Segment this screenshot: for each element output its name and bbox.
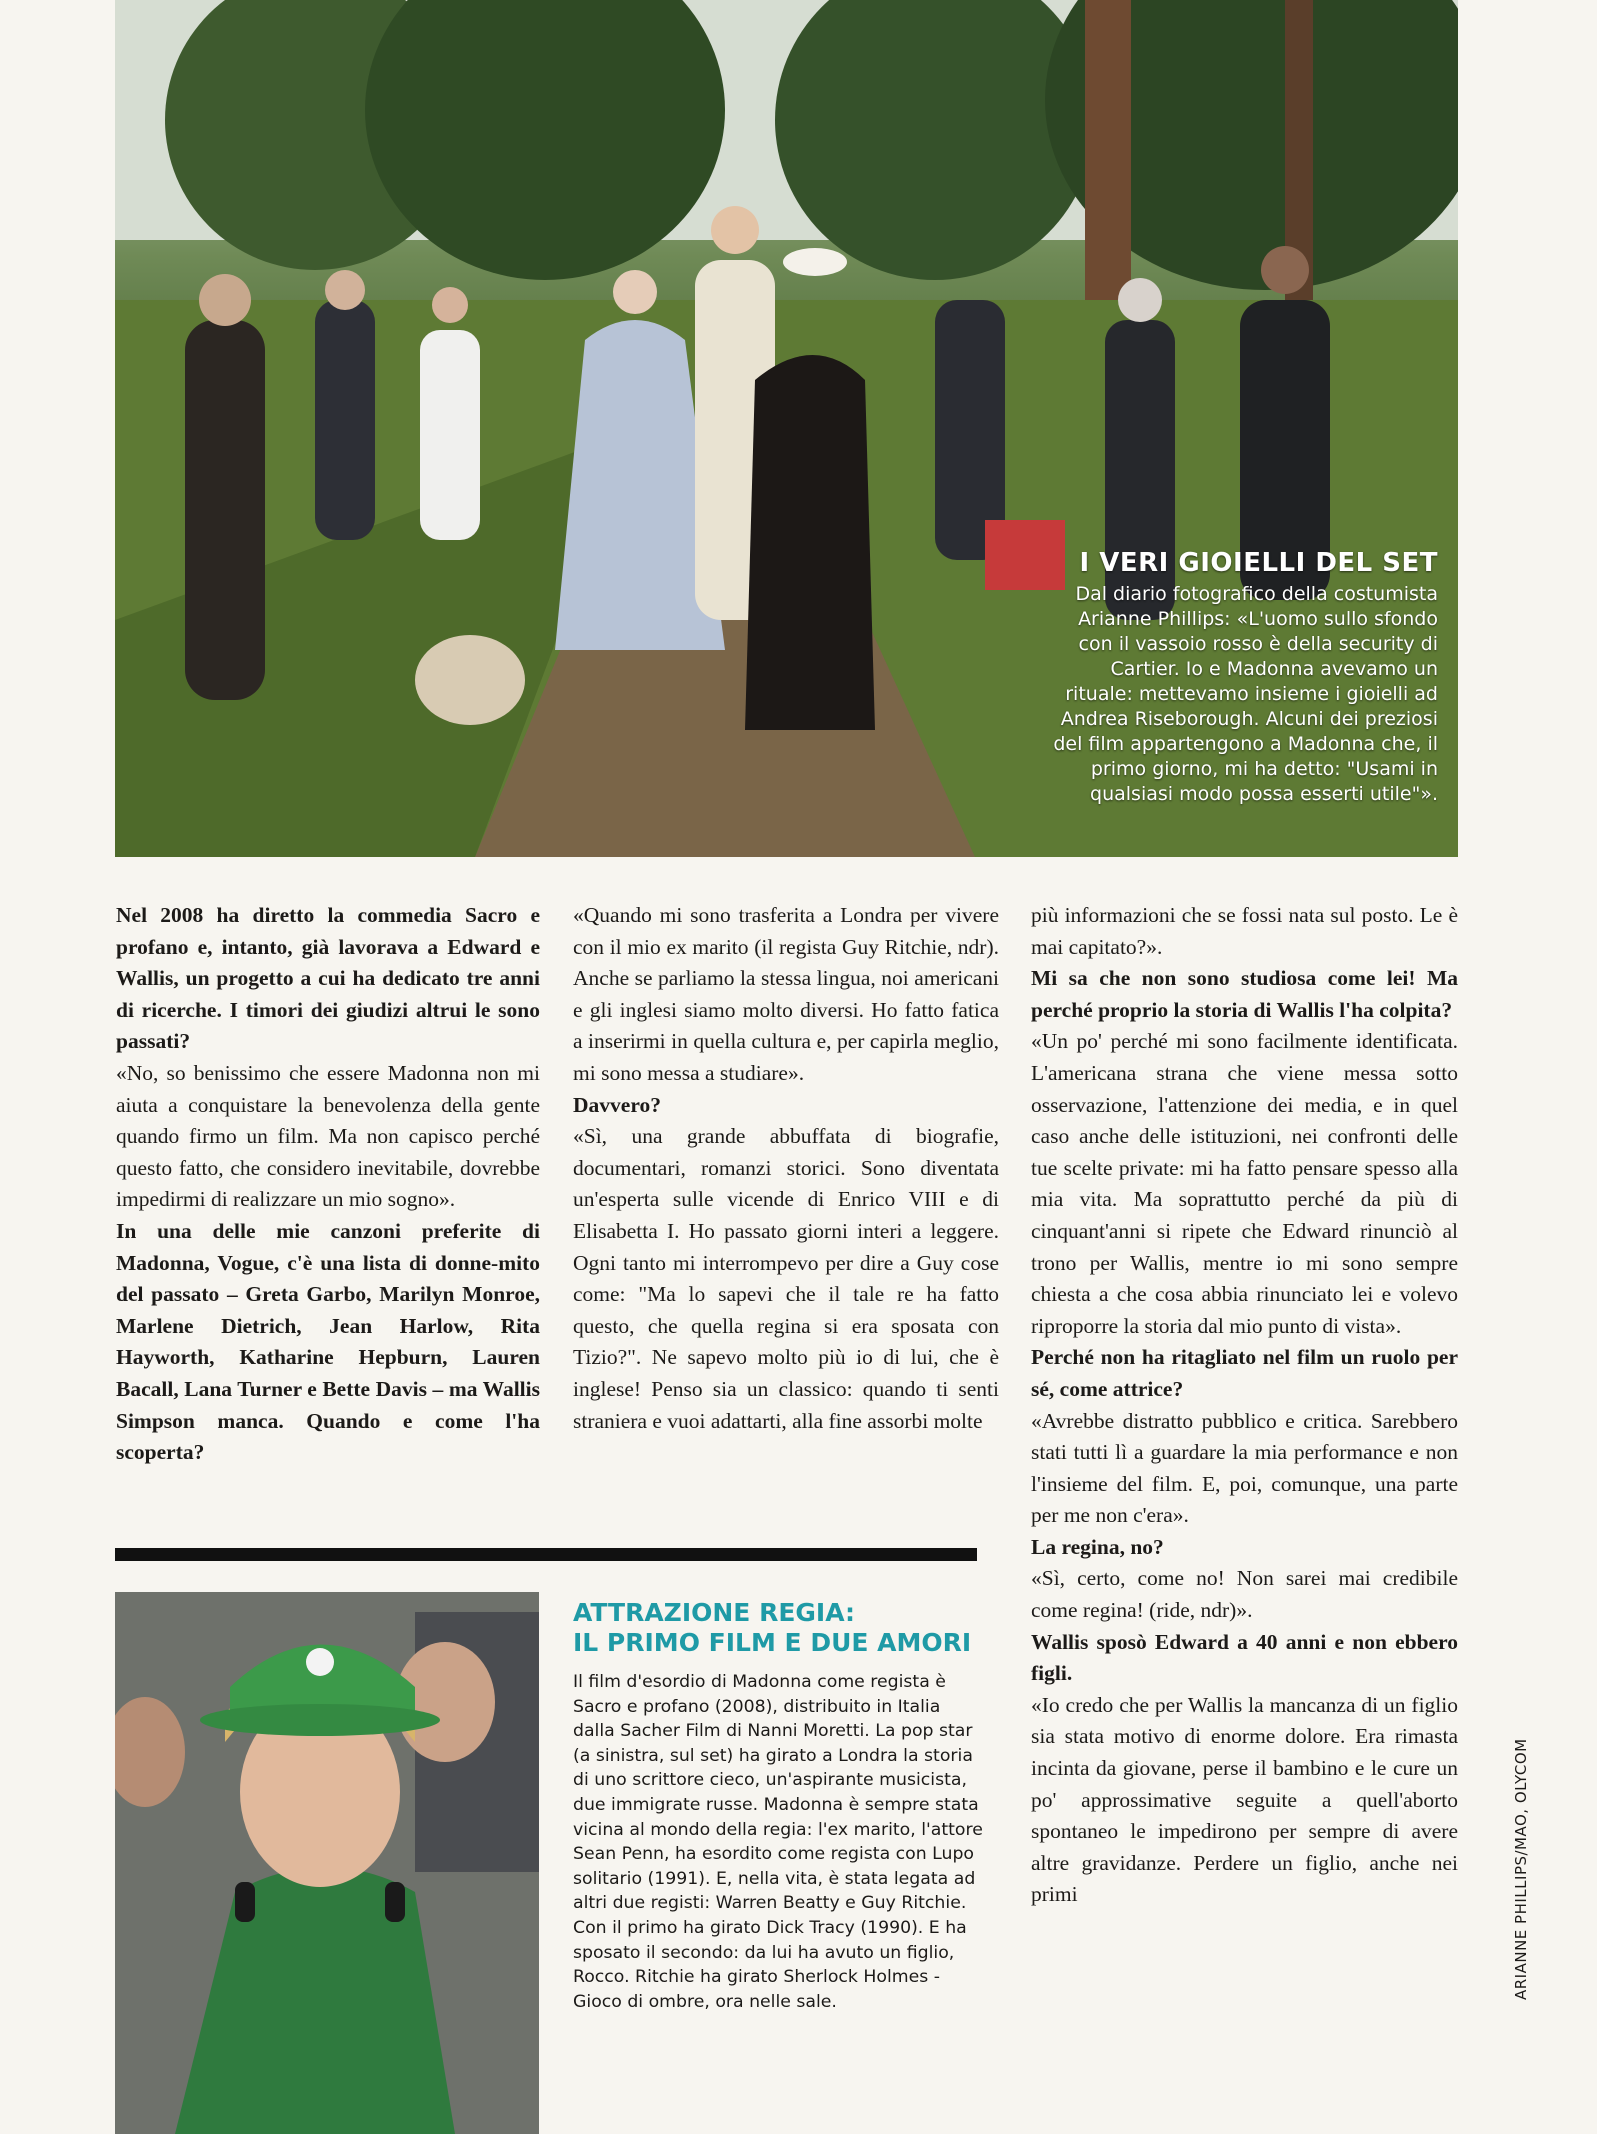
- section-divider: [115, 1548, 977, 1561]
- question: Davvero?: [573, 1092, 661, 1117]
- article-column-1: [116, 900, 540, 1469]
- photo-credit: ARIANNE PHILLIPS/MAO, OLYCOM: [1512, 1738, 1530, 2000]
- answer: «No, so benissimo che essere Madonna non mi aiuta a conquistare la benevolenza della gente quando firmo un film. Ma non capisco perché questo fatto, che considero inevitabile, dovrebbe impedirmi di realizzare un mio sogno».: [116, 1060, 540, 1212]
- article-column-3: [1031, 900, 1458, 1911]
- answer: «Quando mi sono trasferita a Londra per vivere con il mio ex marito (il regista Guy Ritchie, ndr). Anche se parliamo la stessa lingua, noi americani e gli inglesi siamo molto diversi. Ho fatto fatica a inserirmi in quella cultura e, per capirla meglio, mi sono messa a studiare».: [573, 903, 999, 1085]
- article-column-2: [573, 900, 999, 1437]
- sidebar-text: Il film d'esordio di Madonna come regista è Sacro e profano (2008), distribuito in Italia dalla Sacher Film di Nanni Moretti. La pop star (a sinistra, sul set) ha girato a Londra la storia di uno scrittore cieco, un'aspirante musicista, due immigrate russe. Madonna è sempre stata vicina al mondo della regia: l'ex marito, l'attore Sean Penn, ha esordito come regista con Lupo solitario (1991). E, nella vita, è stata legata ad altri due registi: Warren Beatty e Guy Ritchie. Con il primo ha girato Dick Tracy (1990). E ha sposato il secondo: da lui ha avuto un figlio, Rocco. Ritchie ha girato Sherlock Holmes - Gioco di ombre, ora nelle sale.: [573, 1672, 983, 2012]
- answer: «Sì, una grande abbuffata di biografie, documentari, romanzi storici. Sono diventata un'esperta sulle vicende di Enrico VIII e di Elisabetta I. Ho passato giorni interi a leggere. Ogni tanto mi interrompevo per dire a Guy cose come: "Ma lo sapevi che il tale re ha fatto questo, che quella regina si era sposata con Tizio?". Ne sapevo molto più io di lui, che è inglese! Penso sia un classico: quando ti senti straniera e vuoi adattarti, alla fine assorbi molte: [573, 1124, 999, 1433]
- question: Wallis sposò Edward a 40 anni e non ebbero figli.: [1031, 1629, 1458, 1686]
- sidebar-title-line-1: ATTRAZIONE REGIA:: [573, 1598, 856, 1627]
- answer: «Io credo che per Wallis la mancanza di un figlio sia stata motivo di enorme dolore. Era rimasta incinta da giovane, perse il bambino e le cure un po' approssimative seguite a quell'aborto spontaneo le impedirono per sempre di avere altre gravidanze. Perdere un figlio, anche nei primi: [1031, 1692, 1458, 1907]
- question: In una delle mie canzoni preferite di Madonna, Vogue, c'è una lista di donne-mito del passato – Greta Garbo, Marilyn Monroe, Marlene Dietrich, Jean Harlow, Rita Hayworth, Katharine Hepburn, Lauren Bacall, Lana Turner e Bette Davis – ma Wallis Simpson manca. Quando e come l'ha scoperta?: [116, 1218, 540, 1465]
- question: Perché non ha ritagliato nel film un ruolo per sé, come attrice?: [1031, 1345, 1458, 1401]
- sidebar-box: [573, 1598, 983, 2014]
- director-photo: [115, 1592, 539, 2134]
- director-photo-illustration: [115, 1592, 539, 2134]
- caption-title: I VERI GIOIELLI DEL SET: [1079, 548, 1438, 578]
- answer: «Sì, certo, come no! Non sarei mai credibile come regina! (ride, ndr)».: [1031, 1566, 1458, 1623]
- answer: più informazioni che se fossi nata sul posto. Le è mai capitato?».: [1031, 903, 1458, 959]
- caption-text: Dal diario fotografico della costumista Arianne Phillips: «L'uomo sullo sfondo con il vassoio rosso è della security di Cartier. Io e Madonna avevamo un rituale: mettevamo insieme i gioielli ad Andrea Riseborough. Alcuni dei preziosi del film appartengono a Madonna che, il primo giorno, mi ha detto: "Usami in qualsiasi modo possa esserti utile"».: [1053, 583, 1438, 805]
- answer: «Un po' perché mi sono facilmente identificata. L'americana strana che viene messa sotto osservazione, l'attenzione dei media, e in quel caso anche delle istituzioni, nei confronti delle tue scelte private: mi ha fatto pensare spesso alla mia vita. Ma soprattutto perché da più di cinquant'anni si ripete che Edward rinunciò al trono per Wallis, mentre io mi sono sempre chiesta a che cosa abbia rinunciato lei e volevo riproporre la storia dal mio punto di vista».: [1031, 1029, 1458, 1338]
- answer: «Avrebbe distratto pubblico e critica. Sarebbero stati tutti lì a guardare la mia performance e non l'insieme del film. E, poi, comunque, una parte per me non c'era».: [1031, 1408, 1458, 1528]
- photo-caption: [1038, 548, 1438, 807]
- question: La regina, no?: [1031, 1534, 1164, 1559]
- question: Nel 2008 ha diretto la commedia Sacro e profano e, intanto, già lavorava a Edward e Wallis, un progetto a cui ha dedicato tre anni di ricerche. I timori dei giudizi altrui le sono passati?: [116, 903, 540, 1054]
- sidebar-title-line-2: IL PRIMO FILM E DUE AMORI: [573, 1628, 972, 1657]
- question: Mi sa che non sono studiosa come lei! Ma perché proprio la storia di Wallis l'ha colpita?: [1031, 966, 1458, 1022]
- set-photo: [115, 0, 1458, 857]
